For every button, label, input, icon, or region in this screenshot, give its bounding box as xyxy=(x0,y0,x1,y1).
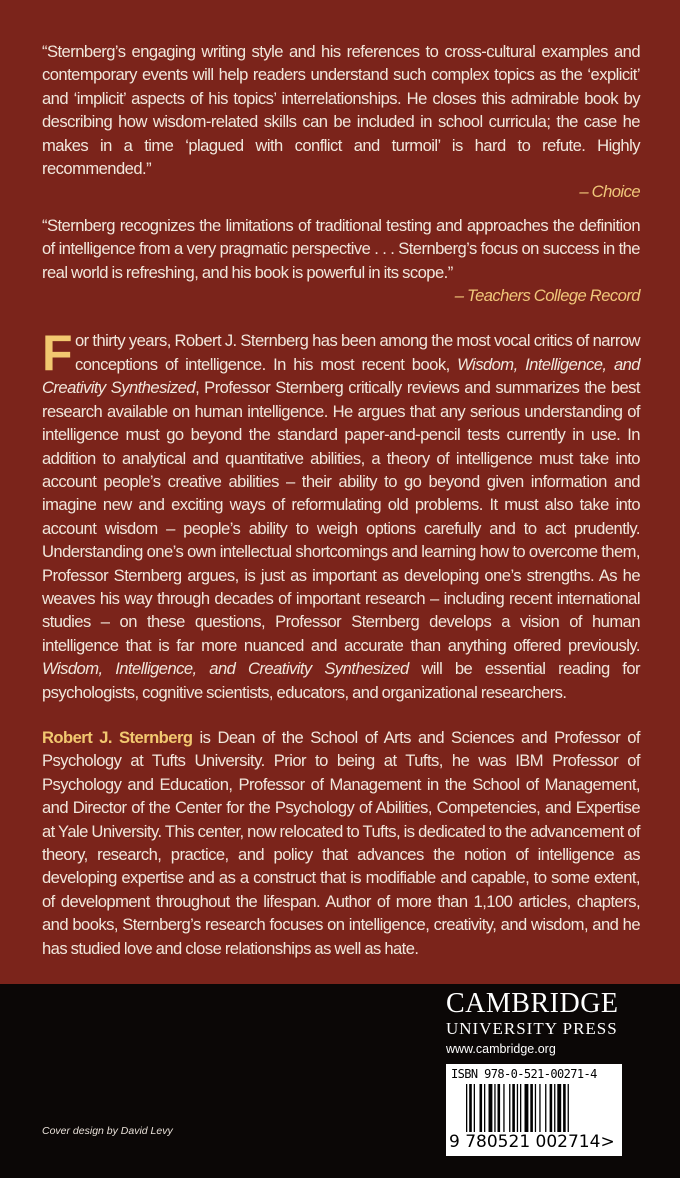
barcode-bar xyxy=(466,1084,467,1132)
barcode-number xyxy=(449,1132,615,1152)
barcode-digits-right: 002714 xyxy=(535,1132,601,1153)
description-text: or thirty years, Robert J. Sternberg has been among the most vocal critics of narrow conceptions of intelligence. In his most recent book, xyxy=(75,331,640,374)
barcode-bar xyxy=(484,1084,485,1132)
barcode-bar xyxy=(474,1084,475,1132)
barcode-bar xyxy=(568,1084,569,1132)
book-title: Wisdom, Intelligence, and Creativity Synthesized xyxy=(42,354,640,398)
barcode-bar xyxy=(489,1084,493,1132)
drop-cap: F xyxy=(42,325,72,382)
publisher-name: CAMBRIDGE xyxy=(446,988,619,1020)
barcode-digit: 9 xyxy=(449,1132,460,1153)
isbn-label: ISBN 978-0-521-00271-4 xyxy=(451,1067,597,1082)
barcode-bar xyxy=(563,1084,566,1132)
quote-text: “Sternberg recognizes the limitations of traditional testing and approaches the definition of intelligence from a very pragmatic perspective . . . Sternberg’s focus on success in the real world is refreshing, and his book is powerful in its scope.” xyxy=(42,215,640,282)
quote-text: “Sternberg’s engaging writing style and his references to cross-cultural examples and contemporary events will help readers understand such complex topics as the ‘explicit’ and ‘implicit’ aspects of his topics’ interrelationships. He closes this admirable book by describing how wisdom-related skills can be included in school curricula; the case he makes in a time ‘plagued with conflict and turmoil’ is hard to refute. Highly recommended.” xyxy=(42,42,640,179)
barcode-bar xyxy=(539,1084,540,1132)
cover-footer xyxy=(0,984,680,1178)
barcode-bar xyxy=(512,1084,515,1132)
review-quote-tcr xyxy=(42,214,640,308)
book-description xyxy=(42,325,641,704)
barcode-bar xyxy=(517,1084,518,1132)
cover-credit: Cover design by David Levy xyxy=(42,1125,173,1138)
bio-text: is Dean of the School of Arts and Sciences and Professor of Psychology at Tufts University. Prior to being at Tufts, he was IBM Professor of Psychology and Education, Professor of Management in the School of Management, and Director of the Center for the Psychology of Abilities, Competencies, and Expertise at Yale University. This center, now relocated to Tufts, is dedicated to the advancement of theory, research, practice, and policy that advances the notion of intelligence as developing expertise and as a construct that is modifiable and capable, to some extent, of development throughout the lifespan. Author of more than 1,100 articles, chapters, and books, Sternberg’s research focuses on intelligence, creativity, and wisdom, and he has studied love and close relationships as well as hate. xyxy=(42,727,640,958)
barcode-bar xyxy=(525,1084,529,1132)
publisher-sub: UNIVERSITY PRESS xyxy=(446,1019,618,1039)
barcode-bar xyxy=(509,1084,510,1132)
description-text: will be essential reading for psychologists, cognitive scientists, educators, and organizational researchers. xyxy=(42,659,641,702)
barcode-bars xyxy=(466,1084,616,1132)
barcode-bar xyxy=(469,1084,472,1132)
book-title: Wisdom, Intelligence, and Creativity Synthesized xyxy=(42,659,409,679)
barcode-bar xyxy=(480,1084,483,1132)
barcode-digits-left: 780521 xyxy=(465,1132,531,1153)
barcode-bar xyxy=(535,1084,536,1132)
barcode-bar xyxy=(554,1084,555,1132)
barcode-bar xyxy=(494,1084,495,1132)
barcode-bar xyxy=(530,1084,533,1132)
author-bio xyxy=(42,726,640,960)
barcode-arrow: > xyxy=(600,1132,615,1153)
barcode-bar xyxy=(550,1084,553,1132)
isbn-barcode xyxy=(446,1064,622,1156)
barcode-bar xyxy=(520,1084,521,1132)
description-text: , Professor Sternberg critically reviews and summarizes the best research available on human intelligence. He argues that any serious understanding of intelligence must go beyond the standard paper-and-pencil tests currently in use. In addition to analytical and quantitative abilities, a theory of intelligence must take into account people’s creative abilities – their ability to go beyond given information and imagine new and exciting ways of reformulating old problems. It must also take into account wisdom – people’s ability to weigh options carefully and to act prudently. Understanding one’s own intellectual shortcomings and learning how to overcome them, Professor Sternberg argues, is just as important as developing one’s strengths. As he weaves his way through decades of important research – including recent international studies – on these questions, Professor Sternberg develops a vision of human intelligence that is far more nuanced and accurate than anything offered previously. xyxy=(42,378,640,655)
barcode-bar xyxy=(545,1084,546,1132)
barcode-bar xyxy=(498,1084,501,1132)
barcode-bar xyxy=(557,1084,561,1132)
publisher-url: www.cambridge.org xyxy=(446,1042,556,1057)
quote-source: – Teachers College Record xyxy=(454,286,640,306)
review-quote-choice xyxy=(42,40,640,204)
quote-source: – Choice xyxy=(579,182,640,202)
author-name: Robert J. Sternberg xyxy=(42,727,193,747)
publisher-logo xyxy=(446,989,619,1059)
barcode-bar xyxy=(503,1084,504,1132)
